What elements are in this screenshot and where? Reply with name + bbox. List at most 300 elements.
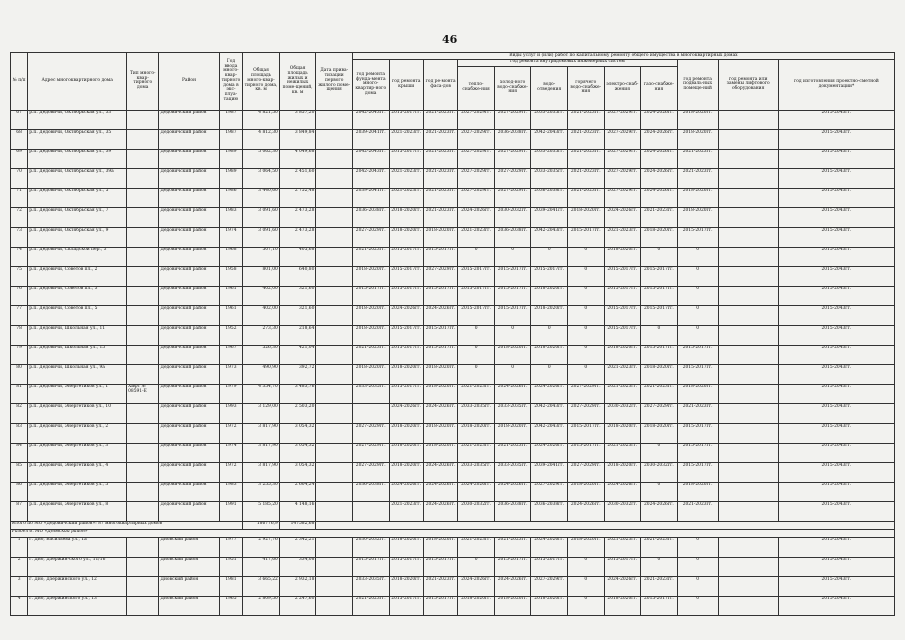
row-facade: 2024-2026гг.: [423, 306, 457, 326]
row-living-area: 3 483,76: [279, 384, 316, 404]
row-elevator: [718, 502, 778, 522]
row-elevator: [718, 384, 778, 404]
row-address: р.п. Дедовичи, Энергетиков ул., 5: [28, 482, 127, 502]
row-facade: 2015-2017гг.: [423, 286, 457, 306]
row-design-docs: 2015-2043гг.: [778, 326, 894, 346]
row-elevator: [718, 365, 778, 385]
row-living-area: 218,64: [279, 326, 316, 346]
table-row: [11, 326, 895, 346]
row-design-docs: 2015-2043гг.: [778, 228, 894, 248]
row-living-area: 2 342,21: [279, 537, 316, 557]
row-basement: 2021-2023гг.: [677, 404, 718, 424]
table-row: [11, 404, 895, 424]
row-year: 1993: [219, 404, 243, 424]
row-gas: 2021-2023гг.: [641, 537, 678, 557]
row-address: р.п. Дедовичи, Октябрьская ул., 9: [28, 228, 127, 248]
row-year: 1989: [219, 169, 243, 189]
row-design-docs: 2015-2043гг.: [778, 502, 894, 522]
row-electricity: 2021-2023гг.: [604, 365, 641, 385]
row-drainage: 0: [531, 326, 568, 346]
row-electricity: 2027-2029гг.: [604, 110, 641, 130]
row-district: Дедовичский район: [159, 404, 219, 424]
row-cold-water: 2015-2017гг.: [494, 306, 531, 326]
row-type: [127, 130, 159, 150]
row-foundation: 2018-2020гг.: [352, 306, 389, 326]
table-body: [11, 110, 895, 616]
row-gas: 2024-2026гг.: [641, 149, 678, 169]
row-privatization: [316, 110, 353, 130]
row-gas: 2018-2020гг.: [641, 365, 678, 385]
row-facade: 2015-2017гг.: [423, 596, 457, 616]
row-basement: 0: [677, 596, 718, 616]
row-total-area: 402,00: [243, 286, 280, 306]
row-hot-water: 2015-2017гг.: [568, 228, 605, 248]
row-gas: 2024-2026гг.: [641, 169, 678, 189]
row-year: 1972: [219, 424, 243, 444]
row-living-area: 640,80: [279, 267, 316, 287]
row-heat: 2024-2026гг.: [458, 482, 495, 502]
row-year: 1979: [219, 384, 243, 404]
row-address: р.п. Дедовичи, Октябрьская ул., 33: [28, 110, 127, 130]
row-foundation: [352, 404, 389, 424]
row-total-area: 2 809,50: [243, 596, 280, 616]
page-number: 46: [442, 33, 458, 46]
row-roof: 2018-2020гг.: [389, 424, 423, 444]
row-type: [127, 188, 159, 208]
row-design-docs: 2015-2043гг.: [778, 130, 894, 150]
row-year: 1986: [219, 188, 243, 208]
total-label: Итого по МО «Дедовичский район»: 87 многоквартирных домов: [11, 521, 243, 529]
row-total-area: 5 185,20: [243, 502, 280, 522]
row-drainage: 2018-2020гг.: [531, 286, 568, 306]
row-total-area: 4 354,70: [243, 384, 280, 404]
table-row: [11, 557, 895, 577]
row-cold-water: 2015-2017гг.: [494, 267, 531, 287]
row-elevator: [718, 463, 778, 483]
row-num: 87: [11, 502, 28, 522]
row-privatization: [316, 384, 353, 404]
row-design-docs: 2015-2043гг.: [778, 596, 894, 616]
row-privatization: [316, 247, 353, 267]
row-total-area: 3 064,50: [243, 169, 280, 189]
row-elevator: [718, 228, 778, 248]
row-gas: 2021-2023гг.: [641, 577, 678, 597]
row-hot-water: 2024-2026гг.: [568, 502, 605, 522]
row-hot-water: 2018-2020гг.: [568, 537, 605, 557]
row-design-docs: 2015-2043гг.: [778, 306, 894, 326]
row-gas: 0: [641, 247, 678, 267]
row-hot-water: 2021-2023гг.: [568, 169, 605, 189]
header-facade: год ре-монта фаса-дов: [423, 59, 457, 110]
row-year: 1961: [219, 306, 243, 326]
row-num: 74: [11, 247, 28, 267]
row-heat: 2015-2017гг.: [458, 267, 495, 287]
row-electricity: 2018-2020гг.: [604, 345, 641, 365]
row-gas: 2027-2029гг.: [641, 404, 678, 424]
row-foundation: 2027-2029гг.: [352, 228, 389, 248]
row-basement: 2021-2023гг.: [677, 502, 718, 522]
row-electricity: 2018-2020гг.: [604, 463, 641, 483]
row-heat: 2033-2035гг.: [458, 463, 495, 483]
row-year: 1983: [219, 482, 243, 502]
header-engineering-group: год ремонта внутридомовых инженерных систем: [458, 59, 677, 66]
row-total-area: 5 062,30: [243, 149, 280, 169]
row-drainage: 2042-2043гг.: [531, 404, 568, 424]
row-facade: 2024-2026гг.: [423, 463, 457, 483]
header-elevator: год ремонта или замены лифтового оборудования: [718, 59, 778, 110]
row-electricity: 2021-2023гг.: [604, 228, 641, 248]
row-living-area: 2 451,60: [279, 169, 316, 189]
row-privatization: [316, 306, 353, 326]
row-drainage: 2024-2026гг.: [531, 384, 568, 404]
row-district: Дедовичский район: [159, 247, 219, 267]
row-type: [127, 306, 159, 326]
row-basement: 2018-2020гг.: [677, 130, 718, 150]
header-basement: год ремонта подваль-ных помеще-ний: [677, 59, 718, 110]
row-hot-water: 0: [568, 596, 605, 616]
row-privatization: [316, 149, 353, 169]
row-gas: 0: [641, 482, 678, 502]
row-design-docs: 2015-2043гг.: [778, 188, 894, 208]
row-heat: 2033-2035гг.: [458, 404, 495, 424]
row-drainage: 2042-2043гг.: [531, 424, 568, 444]
row-electricity: 2024-2026гг.: [604, 208, 641, 228]
row-cold-water: 2015-2017гг.: [494, 286, 531, 306]
row-cold-water: 2018-2020гг.: [494, 424, 531, 444]
row-electricity: 2021-2023гг.: [604, 443, 641, 463]
row-gas: 2018-2020гг.: [641, 228, 678, 248]
row-foundation: 2033-2035гг.: [352, 384, 389, 404]
row-cold-water: 2027-2029гг.: [494, 149, 531, 169]
row-district: Дедовичский район: [159, 267, 219, 287]
row-elevator: [718, 404, 778, 424]
row-drainage: 2039-2041гг.: [531, 463, 568, 483]
row-num: 84: [11, 443, 28, 463]
row-gas: 2021-2023гг.: [641, 384, 678, 404]
row-address: г. Дно, Дзержинского ул., 13: [28, 596, 127, 616]
table-row: [11, 443, 895, 463]
row-elevator: [718, 424, 778, 444]
row-privatization: [316, 169, 353, 189]
row-drainage: 2018-2020гг.: [531, 345, 568, 365]
row-total-area: 3 129,00: [243, 404, 280, 424]
row-living-area: 3 054,32: [279, 424, 316, 444]
row-hot-water: 2021-2023гг.: [568, 149, 605, 169]
row-foundation: 2027-2029гг.: [352, 424, 389, 444]
row-num: 1: [11, 537, 28, 557]
row-foundation: 2030-2032гг.: [352, 537, 389, 557]
row-year: 1977: [219, 537, 243, 557]
row-heat: 0: [458, 365, 495, 385]
row-design-docs: 2015-2043гг.: [778, 345, 894, 365]
header-gas: газо-снабже-ния: [641, 66, 678, 110]
row-electricity: 2024-2026гг.: [604, 482, 641, 502]
row-drainage: 2036-2038гг.: [531, 188, 568, 208]
row-foundation: 2039-2041гг.: [352, 188, 389, 208]
row-basement: 2018-2020гг.: [677, 208, 718, 228]
row-privatization: [316, 463, 353, 483]
row-year: 1958: [219, 267, 243, 287]
row-roof: 2018-2020гг.: [389, 537, 423, 557]
row-total-area: 4 821,50: [243, 110, 280, 130]
table-row: [11, 482, 895, 502]
row-basement: 2021-2023гг.: [677, 169, 718, 189]
row-year: 1989: [219, 149, 243, 169]
row-type: [127, 502, 159, 522]
row-foundation: 2027-2029гг.: [352, 463, 389, 483]
row-num: 80: [11, 365, 28, 385]
row-electricity: 2015-2017гг.: [604, 286, 641, 306]
row-foundation: 2027-2029гг.: [352, 443, 389, 463]
row-living-area: 334,08: [279, 557, 316, 577]
row-total-area: 490,90: [243, 365, 280, 385]
row-privatization: [316, 502, 353, 522]
row-heat: 0: [458, 247, 495, 267]
row-electricity: 2030-2032гг.: [604, 502, 641, 522]
row-electricity: 2027-2029гг.: [604, 169, 641, 189]
row-hot-water: 0: [568, 247, 605, 267]
row-hot-water: 2021-2023гг.: [568, 188, 605, 208]
row-address: р.п. Дедовичи, Энергетиков ул., 10: [28, 404, 127, 424]
row-heat: 2027-2029гг.: [458, 169, 495, 189]
row-drainage: 2033-2035гг.: [531, 149, 568, 169]
table-row: [11, 502, 895, 522]
row-address: г. Дно, Дзержин-ского ул., 11/16: [28, 557, 127, 577]
header-privatization: Дата прива-тизации первого жилого поме-щения: [316, 53, 353, 111]
row-district: Дедовичский район: [159, 306, 219, 326]
total-area-sum: 186776,9: [243, 521, 280, 529]
row-year: 1972: [219, 463, 243, 483]
row-gas: 2024-2026гг.: [641, 110, 678, 130]
row-elevator: [718, 208, 778, 228]
row-privatization: [316, 188, 353, 208]
row-address: р.п. Дедовичи, Школьная ул., 11: [28, 326, 127, 346]
row-roof: 2024-2026гг.: [389, 482, 423, 502]
row-living-area: 3 857,20: [279, 110, 316, 130]
row-address: р.п. Дедовичи, Школьная ул., 15: [28, 345, 127, 365]
row-address: р.п. Дедовичи, Энергетиков ул., 2: [28, 424, 127, 444]
row-hot-water: 2021-2023гг.: [568, 130, 605, 150]
row-gas: 2015-2017гг.: [641, 267, 678, 287]
row-drainage: 2024-2026гг.: [531, 443, 568, 463]
row-num: 85: [11, 463, 28, 483]
row-gas: 2015-2017гг.: [641, 286, 678, 306]
row-num: 69: [11, 149, 28, 169]
row-district: Дновский район: [159, 577, 219, 597]
row-heat: 2021-2023гг.: [458, 537, 495, 557]
row-district: Дедовичский район: [159, 326, 219, 346]
row-type: [127, 208, 159, 228]
table-row: [11, 424, 895, 444]
row-gas: 0: [641, 326, 678, 346]
row-cold-water: 2024-2026гг.: [494, 577, 531, 597]
row-design-docs: 2015-2043гг.: [778, 443, 894, 463]
row-num: 71: [11, 188, 28, 208]
row-elevator: [718, 267, 778, 287]
row-foundation: 2018-2020гг.: [352, 326, 389, 346]
row-num: 75: [11, 267, 28, 287]
row-basement: 0: [677, 286, 718, 306]
row-foundation: 2018-2020гг.: [352, 365, 389, 385]
table-row: [11, 577, 895, 597]
row-type: [127, 537, 159, 557]
row-total-area: 3 817,90: [243, 463, 280, 483]
row-facade: 2021-2023гг.: [423, 149, 457, 169]
row-living-area: 2 473,28: [279, 208, 316, 228]
row-type: [127, 149, 159, 169]
row-type: [127, 228, 159, 248]
row-district: Дедовичский район: [159, 365, 219, 385]
row-year: 1951: [219, 557, 243, 577]
row-electricity: 2015-2017гг.: [604, 306, 641, 326]
row-type: [127, 443, 159, 463]
row-design-docs: 2015-2043гг.: [778, 557, 894, 577]
row-facade: 2021-2023гг.: [423, 130, 457, 150]
row-foundation: 2042-2043гг.: [352, 149, 389, 169]
row-total-area: 3 091,60: [243, 228, 280, 248]
row-cold-water: 2033-2035гг.: [494, 404, 531, 424]
row-living-area: 3 054,32: [279, 443, 316, 463]
row-facade: 2015-2017гг.: [423, 326, 457, 346]
row-design-docs: 2015-2043гг.: [778, 424, 894, 444]
row-heat: 2027-2029гг.: [458, 188, 495, 208]
row-electricity: 2018-2020гг.: [604, 596, 641, 616]
row-address: р.п. Дедовичи, Школьная ул., 9а: [28, 365, 127, 385]
row-heat: 2030-2032гг.: [458, 502, 495, 522]
row-cold-water: 2018-2020гг.: [494, 345, 531, 365]
row-gas: 0: [641, 443, 678, 463]
row-address: р.п. Дедовичи, Октябрьская ул., 39а: [28, 169, 127, 189]
row-design-docs: 2015-2043гг.: [778, 110, 894, 130]
row-heat: 2027-2029гг.: [458, 149, 495, 169]
row-design-docs: 2015-2043гг.: [778, 463, 894, 483]
row-address: г. Дно, Васильева ул., 1а: [28, 537, 127, 557]
repair-schedule-table: [10, 52, 895, 616]
row-cold-water: 2024-2026гг.: [494, 482, 531, 502]
row-cold-water: 2021-2023гг.: [494, 537, 531, 557]
row-year: 1961: [219, 286, 243, 306]
row-cold-water: 2024-2026гг.: [494, 384, 531, 404]
row-year: 1967: [219, 345, 243, 365]
row-district: Дедовичский район: [159, 110, 219, 130]
row-type: [127, 596, 159, 616]
row-num: 67: [11, 110, 28, 130]
row-privatization: [316, 365, 353, 385]
row-foundation: 2018-2020гг.: [352, 267, 389, 287]
row-cold-water: 2033-2035гг.: [494, 463, 531, 483]
row-living-area: 405,68: [279, 247, 316, 267]
row-living-area: 2 932,18: [279, 577, 316, 597]
row-privatization: [316, 443, 353, 463]
row-elevator: [718, 443, 778, 463]
row-elevator: [718, 345, 778, 365]
row-facade: 2021-2023гг.: [423, 188, 457, 208]
row-elevator: [718, 130, 778, 150]
row-roof: 2018-2020гг.: [389, 443, 423, 463]
row-district: Дновский район: [159, 557, 219, 577]
row-living-area: 4 148,16: [279, 502, 316, 522]
row-district: Дновский район: [159, 537, 219, 557]
row-privatization: [316, 577, 353, 597]
row-heat: 0: [458, 345, 495, 365]
row-roof: 2018-2020гг.: [389, 208, 423, 228]
row-living-area: 321,60: [279, 286, 316, 306]
row-facade: 2018-2020гг.: [423, 537, 457, 557]
row-electricity: 2015-2017гг.: [604, 557, 641, 577]
row-facade: 2021-2023гг.: [423, 169, 457, 189]
row-roof: 2015-2017гг.: [389, 267, 423, 287]
row-cold-water: 0: [494, 326, 531, 346]
row-address: р.п. Дедовичи, Октябрьская ул., 5: [28, 188, 127, 208]
row-roof: 2015-2017гг.: [389, 557, 423, 577]
header-total-area: Общая площадь много-квар-тирного дома, кв. м: [243, 53, 280, 111]
row-roof: 2018-2020гг.: [389, 365, 423, 385]
row-drainage: 2036-2038гг.: [531, 502, 568, 522]
row-foundation: 2021-2023гг.: [352, 345, 389, 365]
row-facade: 2027-2029гг.: [423, 267, 457, 287]
row-drainage: 2018-2020гг.: [531, 596, 568, 616]
row-total-area: 417,60: [243, 557, 280, 577]
header-district: Район: [159, 53, 219, 111]
row-address: р.п. Дедовичи, Энергетиков ул., 8: [28, 502, 127, 522]
row-type: [127, 286, 159, 306]
table-row: [11, 188, 895, 208]
row-district: Дедовичский район: [159, 345, 219, 365]
row-basement: 0: [677, 557, 718, 577]
table-row: [11, 267, 895, 287]
row-basement: 2018-2020гг.: [677, 384, 718, 404]
row-district: Дедовичский район: [159, 169, 219, 189]
row-address: р.п. Дедовичи, Советов пл., 5: [28, 306, 127, 326]
row-living-area: 3 054,32: [279, 463, 316, 483]
row-roof: 2018-2020гг.: [389, 463, 423, 483]
row-foundation: 2021-2023гг.: [352, 596, 389, 616]
table-row: [11, 365, 895, 385]
row-roof: 2021-2023гг.: [389, 502, 423, 522]
table-row: [11, 286, 895, 306]
row-hot-water: 2018-2020гг.: [568, 208, 605, 228]
table-row: [11, 228, 895, 248]
row-electricity: 2015-2017гг.: [604, 267, 641, 287]
row-privatization: [316, 424, 353, 444]
row-design-docs: 2015-2043гг.: [778, 537, 894, 557]
row-elevator: [718, 306, 778, 326]
row-total-area: 526,30: [243, 345, 280, 365]
row-drainage: 2033-2035гг.: [531, 169, 568, 189]
row-foundation: 2042-2043гг.: [352, 110, 389, 130]
row-district: Дедовичский район: [159, 463, 219, 483]
total-empty: [316, 521, 895, 529]
row-address: р.п. Дедовичи, Советов пл., 3: [28, 286, 127, 306]
row-total-area: 3 440,60: [243, 188, 280, 208]
row-num: 3: [11, 577, 28, 597]
row-type: [127, 482, 159, 502]
row-year: 1952: [219, 326, 243, 346]
row-living-area: 2 752,48: [279, 188, 316, 208]
row-cold-water: 0: [494, 365, 531, 385]
row-heat: 2018-2020гг.: [458, 424, 495, 444]
row-hot-water: 2027-2029гг.: [568, 404, 605, 424]
row-total-area: 3 817,90: [243, 424, 280, 444]
row-foundation: 2036-2038гг.: [352, 482, 389, 502]
row-design-docs: 2015-2043гг.: [778, 267, 894, 287]
row-hot-water: 0: [568, 345, 605, 365]
row-year: 1991: [219, 502, 243, 522]
row-cold-water: 2036-2038гг.: [494, 502, 531, 522]
row-design-docs: 2015-2043гг.: [778, 286, 894, 306]
row-type: [127, 110, 159, 130]
header-num: № п/п: [11, 53, 28, 111]
